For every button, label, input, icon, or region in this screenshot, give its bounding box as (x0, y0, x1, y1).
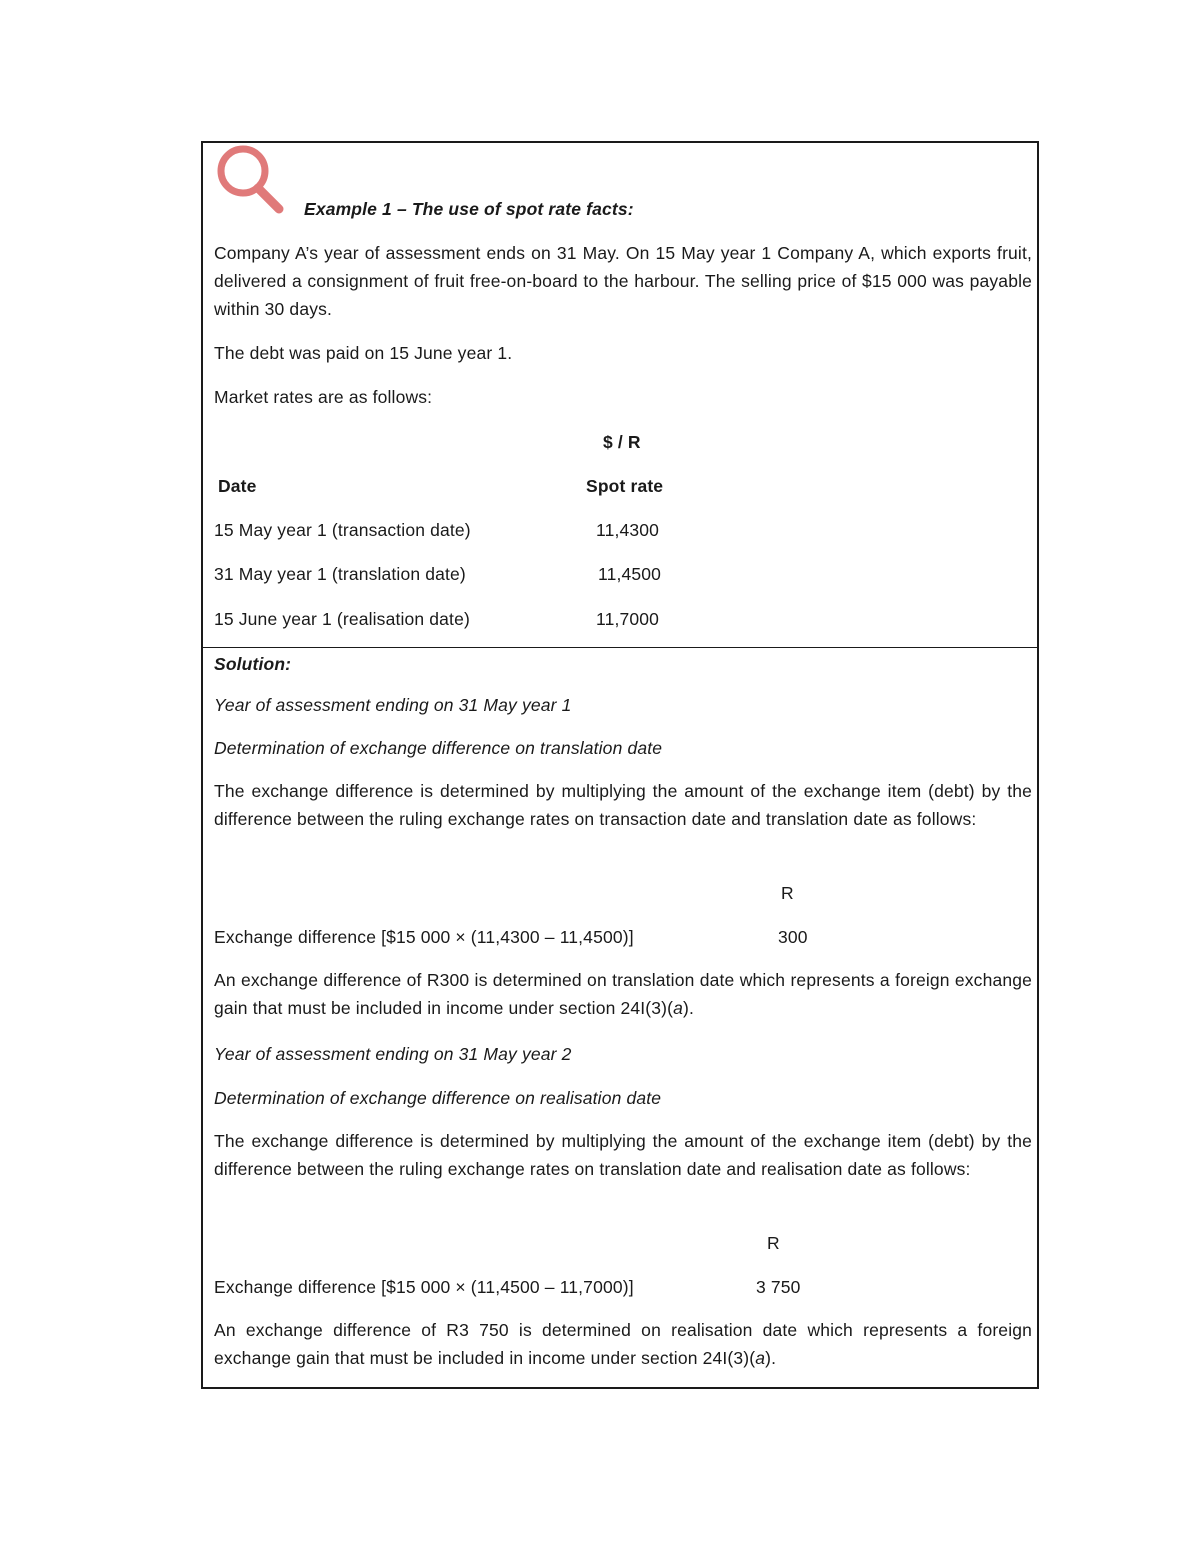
example-title: Example 1 – The use of spot rate facts: (304, 199, 634, 219)
year1-currency-label: R (781, 883, 794, 903)
year2-explanation: The exchange difference is determined by multiplying the amount of the exchange item (debt) by the difference between the ruling exchange rates on translation date and realisation date as follows: (214, 1131, 1032, 1179)
example-box (201, 141, 1039, 1389)
year1-calc-value: 300 (778, 927, 808, 947)
year1-subheading: Determination of exchange difference on translation date (214, 738, 663, 758)
rate-row-value: 11,7000 (596, 609, 660, 629)
year1-calc-label: Exchange difference [$15 000 × (11,4300 – 11,4500)] (214, 927, 634, 947)
year2-conclusion: An exchange difference of R3 750 is determined on realisation date which represents a foreign exchange gain that must be included in income under section 24I(3)(a). (214, 1320, 1032, 1368)
section-divider (203, 647, 1037, 648)
magnifying-glass-icon (211, 143, 289, 219)
spot-rate-column-header: Spot rate (586, 476, 664, 496)
rate-row-value: 11,4300 (596, 520, 660, 540)
year1-heading: Year of assessment ending on 31 May year 1 (214, 695, 572, 715)
rate-row-date: 31 May year 1 (translation date) (214, 564, 466, 584)
rate-row-date: 15 May year 1 (transaction date) (214, 520, 471, 540)
year2-subheading: Determination of exchange difference on realisation date (214, 1088, 662, 1108)
year2-currency-label: R (767, 1233, 780, 1253)
year1-explanation: The exchange difference is determined by multiplying the amount of the exchange item (debt) by the difference between the ruling exchange rates on transaction date and translation date as follows: (214, 781, 1032, 829)
year2-calc-label: Exchange difference [$15 000 × (11,4500 – 11,7000)] (214, 1277, 634, 1297)
facts-paragraph: Company A’s year of assessment ends on 31 May. On 15 May year 1 Company A, which exports fruit, delivered a consignment of fruit free-on-board to the harbour. The selling price of $15 000 was payable within 30 days. (214, 243, 1032, 319)
rate-row-date: 15 June year 1 (realisation date) (214, 609, 470, 629)
year2-calc-value: 3 750 (756, 1277, 801, 1297)
year1-conclusion: An exchange difference of R300 is determined on translation date which represents a foreign exchange gain that must be included in income under section 24I(3)(a). (214, 970, 1032, 1018)
solution-heading: Solution: (214, 654, 292, 674)
year2-heading: Year of assessment ending on 31 May year 2 (214, 1044, 572, 1064)
currency-header: $ / R (603, 432, 641, 452)
debt-paid-text: The debt was paid on 15 June year 1. (214, 343, 513, 363)
rate-row-value: 11,4500 (598, 564, 662, 584)
date-column-header: Date (218, 476, 257, 496)
market-rates-intro: Market rates are as follows: (214, 387, 433, 407)
